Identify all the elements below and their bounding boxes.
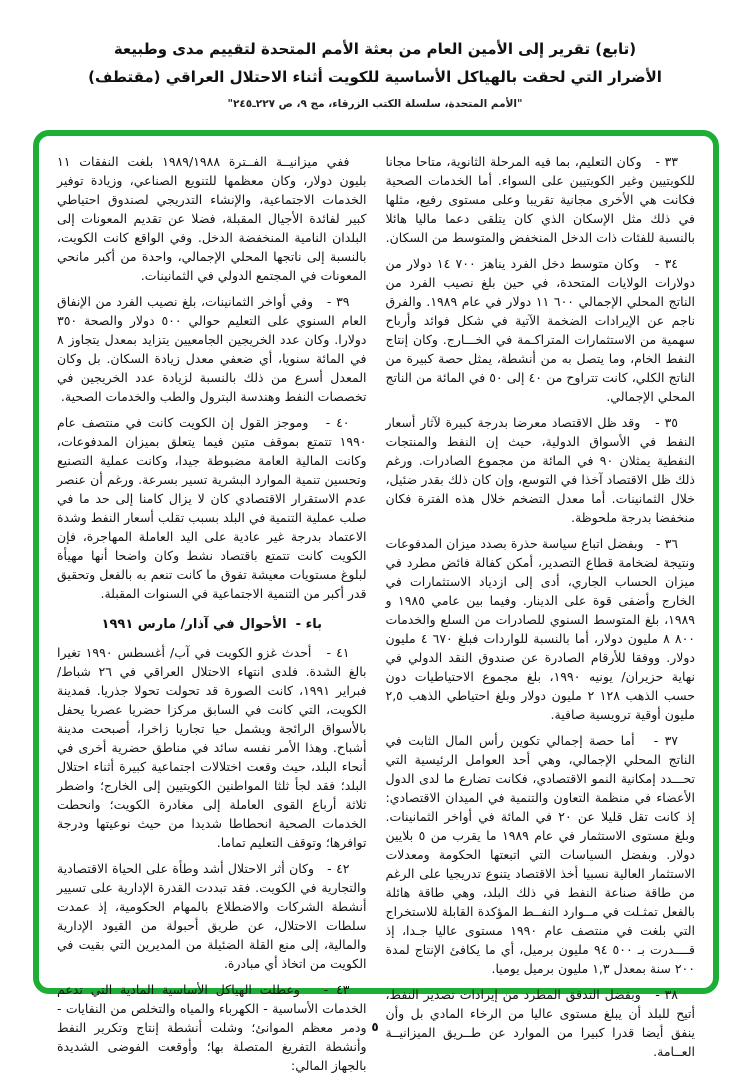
paragraph-41: ٤١ - أحدث غزو الكويت في آب/ أغسطس ١٩٩٠ تغيرا بالغ الشدة. فلدى انتهاء الاحتلال العراقي في ٢٦ شباط/ فبراير ١٩٩١، كانت الصورة قد تحولت تحولا جذريا. فمدينة الكويت، التي كانت في السابق مركزا حضريا عصريا يحفل بالأسواق الرائجة ويشمل حيا تجاريا زاخرا، أصبحت مدينة أشباح. وهذا الأمر نفسه سائد في مناطق حضرية أخرى في أنحاء البلد، حيث وقعت اختلالات اجتماعية كبيرة أثناء احتلال البلد؛ فقد لجأ ثلثا المواطنين الكويتيين إلى الخارج؛ واضطر ثلاثة أرباع القوى العاملة إلى مغادرة الكويت؛ وانحطت الخدمات الصحية انحطاطا شديدا من حيث نوعيتها ودرجة توافرها؛ وتوقف التعليم تماما.: [57, 645, 367, 850]
paragraph-40: ٤٠ - وموجز القول إن الكويت كانت في منتصف عام ١٩٩٠ تتمتع بموقف متين فيما يتعلق بميزان المدفوعات، وكانت المالية العامة مضبوطة جيدا، وكانت عملية التصنيع وتحسين تنمية الموارد البشرية تسير بسرعة. ورغم أن عنصر عدم الاستقرار الاقتصادي كان لا يزال كامنا إلى حد ما في صلب عملية التنمية في البلد بسبب تقلب أسعار النفط وشدة الاعتماد بدرجة غير عادية على اليد العاملة المهاجرة، فإن الكويت كانت تتمتع باقتصاد نشط وكان واضحا أنها مهيأة لبلوغ مستويات معيشة تفوق ما كانت تنعم به بالفعل وتحقيق قدر أكبر من التنمية الاجتماعية في السنوات المقبلة.: [57, 415, 367, 601]
paragraph-39: ٣٩ - وفي أواخر الثمانينات، بلغ نصيب الفرد من الإنفاق العام السنوي على التعليم حوالي ٥٠٠ دولار والصحة ٣٥٠ دولارا. وكان عدد الخريجين الجامعيين يتزايد بمعدل يتجاوز ٨ في المائة سنويا، أي ضعفي معدل زيادة السكان. بل وكان المعدل أسرع من ذلك بالنسبة لزيادة عدد الخريجين في تخصصات النفط وهندسة البترول والطب والخدمات الصحية.: [57, 294, 367, 404]
two-column-text-block: [57, 152, 696, 1073]
paragraph-37: ٣٧ - أما حصة إجمالي تكوين رأس المال الثابت في الناتج المحلي الإجمالي، وهي أحد العوامل الرئيسية التي تحـــدد إمكانية النمو الاقتصادي، فكانت تضارع ما لدى الدول الأعضاء في منظمة التعاون والتنمية في الميدان الاقتصادي: إذ كانت تقل قليلا عن ٢٠ في المائة في أواخر الثمانينات. وبلغ مستوى الاستثمار في عام ١٩٨٩ ما يقرب من ٥ بلايين دولار. وبفضل السياسات التي اتبعتها الحكومة ومعدلات الاستثمار العالية نسبيا أخذ الاقتصاد يتنوع تدريجيا على الرغم من طاقة صناعة النفط في ذلك البلد، وهي طاقة هائلة بالفعل تمثـلت في مــوارد النفــط المؤكدة القابلة للاستخراج التي بلغت في منتصف عام ١٩٩٠ مستوى عاليا جـدا، إذ قــــدرت بـ ٥٠٠ ٩٤ مليون برميل، أي ما يكافئ الإنتاج لمدة ٢٠٠ سنة بمعدل ١,٣ مليون برميل يوميا.: [385, 733, 696, 976]
text-column-left: [57, 152, 367, 1073]
header-title-line-1: (تابع) تقرير إلى الأمين العام من بعثة الأمم المتحدة لتقييم مدى وطبيعة: [113, 40, 637, 58]
header-title-line-2: الأضرار التي لحقت بالهياكل الأساسية للكويت أثناء الاحتلال العراقي (مقتطف): [88, 68, 662, 86]
paragraph-38-continuation: ففي ميزانيــة الفــترة ١٩٨٩/١٩٨٨ بلغت النفقات ١١ بليون دولار، وكان معظمها للتنويع الصناعي، وزيادة توفير الخدمات الاجتماعية، والإنشاء التدريجي لصندوق احتياطي كبير لفائدة الأجيال المقبلة، فضلا عن تقديم المعونات إلى البلدان النامية المنخفضة الدخل. وفي الواقع كانت الكويت، بالنسبة إلى ناتجها المحلي الإجمالي، واحدة من أكبر مانحي المعونات في المجتمع الدولي في الثمانينات.: [57, 154, 367, 283]
page-number: ٥: [371, 1020, 379, 1034]
text-column-right: [385, 152, 696, 1059]
paragraph-43: ٤٣ - وعطلت الهياكل الأساسية المادية التي تدعم الخدمات الأساسية - الكهرباء والمياه والتخلص من النفايات - ودمر معظم الموانئ؛ وشلت أنشطة إنتاج وتكرير النفط وأنشطة التفريغ المتصلة بها؛ وأوقعت الفوضى الشديدة بالجهاز المالي:: [57, 982, 367, 1073]
document-header: [0, 42, 750, 110]
paragraph-38: ٣٨ - وبفضل التدفق المطرد من إيرادات تصدير النفط، أتيح للبلد أن يبلغ مستوى عاليا من الرخاء المادي بل وأن ينفق أيضا قدرا كبيرا من الموارد عن طــريق الميزانيــة العــامة.: [385, 987, 695, 1059]
paragraph-33: ٣٣ - وكان التعليم، بما فيه المرحلة الثانوية، متاحا مجانا للكويتيين وغير الكويتيين على السواء. أما الخدمات الصحية فكانت هي الأخرى مجانية تقريبا وعلى مستوى رفيع، مثلها في ذلك مثل الإسكان الذي كان يتلقى دعما ماليا هائلا بالنسبة للفئات ذات الدخل المنخفض والمتوسط من السكان.: [385, 154, 695, 245]
paragraph-35: ٣٥ - وقد ظل الاقتصاد معرضا بدرجة كبيرة لآثار أسعار النفط في الأسواق الدولية، حيث إن النفط والمنتجات النفطية يمثلان ٩٠ في المائة من مجموع الصادرات. ورغم ذلك ظل الاقتصاد آخذا في التوسع، وإن كان ذلك بقدر ضئيل، خلال الثمانينات. أما معدل التضخم خلال هذه الفترة فكان منخفضا بدرجة ملحوظة.: [385, 415, 695, 525]
paragraph-42: ٤٢ - وكان أثر الاحتلال أشد وطأة على الحياة الاقتصادية والتجارية في الكويت. فقد تبددت القدرة الإدارية على تسيير أنشطة الشركات والاضطلاع بالمهام الحكومية، إذ عمدت سلطات الاحتلال، عن طريق أحبولة من القيود الإدارية والمالية، إلى منع القلة الضئيلة من المديرين التي بقيت في الكويت من اتخاذ أي مبادرة.: [57, 861, 367, 971]
paragraph-36: ٣٦ - وبفضل اتباع سياسة حذرة بصدد ميزان المدفوعات ونتيجة لضخامة قطاع التصدير، أمكن كفالة فائض مطرد في ميزان الحساب الجاري، أدى إلى ازدياد الاستثمارات في الخارج وأضفى قوة على الدينار. وفيما بين عامي ١٩٨٥ و ١٩٨٩، بلغ المتوسط السنوي للصادرات من السلع والخدمات ٨٠٠ ٨ مليون دولار، أما بالنسبة للواردات فبلغ ٦٧٠ ٤ مليون دولار. ووفقا للأرقام الصادرة عن صندوق النقد الدولي في نهاية حزيران/ يونيه ١٩٩٠، بلغ مجموع الاحتياطيات دون حسب الذهب ١٢٨ ٢ مليون دولار وبلغ احتياطي الذهب ٢,٥ مليون أوقية ترويسية صافية.: [385, 536, 696, 722]
section-heading-baa: باء - الأحوال في آذار/ مارس ١٩٩١: [101, 617, 322, 632]
green-border-frame: [33, 130, 719, 1073]
paragraph-34: ٣٤ - وكان متوسط دخل الفرد يناهز ٧٠٠ ١٤ دولار من دولارات الولايات المتحدة، في حين بلغ نصيب الفرد من الناتج المحلي الإجمالي ٦٠٠ ١١ دولار في عام ١٩٨٩. والفرق ناجم عن الإيرادات الضخمة الآتية في شكل فوائد وأرباح سهمية من الاستثمارات المتراكـمة في الخـــارج. وكان إنتاج النفط الخام، وما يتصل به من أنشطة، يمثل حصة كبيرة من الناتج الكلي، كانت تتراوح من ٤٠ إلى ٥٠ في المائة من الناتج المحلي الإجمالي.: [385, 256, 696, 404]
header-source-citation: "الأمم المتحدة، سلسلة الكتب الزرقاء، مج ٩، ص ٢٢٧ـ٢٤٥": [227, 98, 523, 110]
